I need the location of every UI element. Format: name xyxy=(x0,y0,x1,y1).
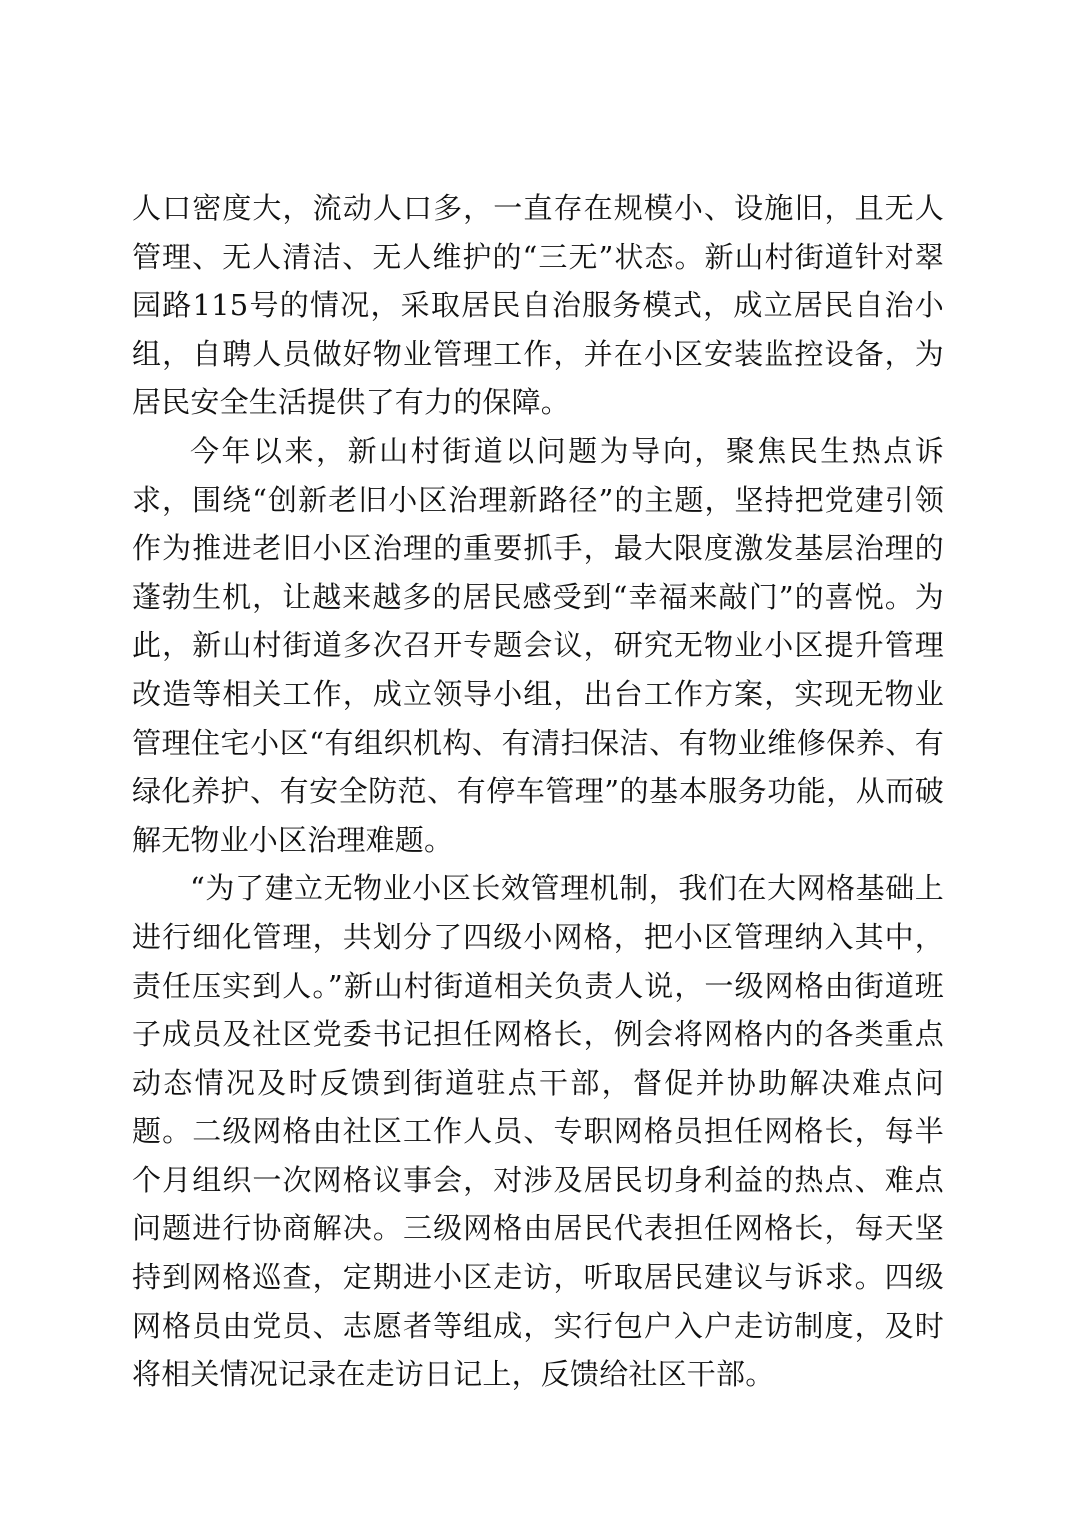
paragraph-3: “为了建立无物业小区长效管理机制，我们在大网格基础上进行细化管理，共划分了四级小网格，把小区管理纳入其中，责任压实到人。”新山村街道相关负责人说，一级网格由街道班子成员及社区党委书记担任网格长，例会将网格内的各类重点动态情况及时反馈到街道驻点干部，督促并协助解决难点问题。二级网格由社区工作人员、专职网格员担任网格长，每半个月组织一次网格议事会，对涉及居民切身利益的热点、难点问题进行协商解决。三级网格由居民代表担任网格长，每天坚持到网格巡查，定期进小区走访，听取居民建议与诉求。四级网格员由党员、志愿者等组成，实行包户入户走访制度，及时将相关情况记录在走访日记上，反馈给社区干部。 xyxy=(132,871,944,1392)
paragraph-2: 今年以来，新山村街道以问题为导向，聚焦民生热点诉求，围绕“创新老旧小区治理新路径”的主题，坚持把党建引领作为推进老旧小区治理的重要抓手，最大限度激发基层治理的蓬勃生机，让越来越多的居民感受到“幸福来敲门”的喜悦。为此，新山村街道多次召开专题会议，研究无物业小区提升管理改造等相关工作，成立领导小组，出台工作方案，实现无物业管理住宅小区“有组织机构、有清扫保洁、有物业维修保养、有绿化养护、有安全防范、有停车管理”的基本服务功能，从而破解无物业小区治理难题。 xyxy=(132,433,944,857)
document-body xyxy=(132,184,944,1399)
paragraph-1: 人口密度大，流动人口多，一直存在规模小、设施旧，且无人管理、无人清洁、无人维护的“三无”状态。新山村街道针对翠园路115号的情况，采取居民自治服务模式，成立居民自治小组，自聘人员做好物业管理工作，并在小区安装监控设备，为居民安全生活提供了有力的保障。 xyxy=(132,191,944,420)
